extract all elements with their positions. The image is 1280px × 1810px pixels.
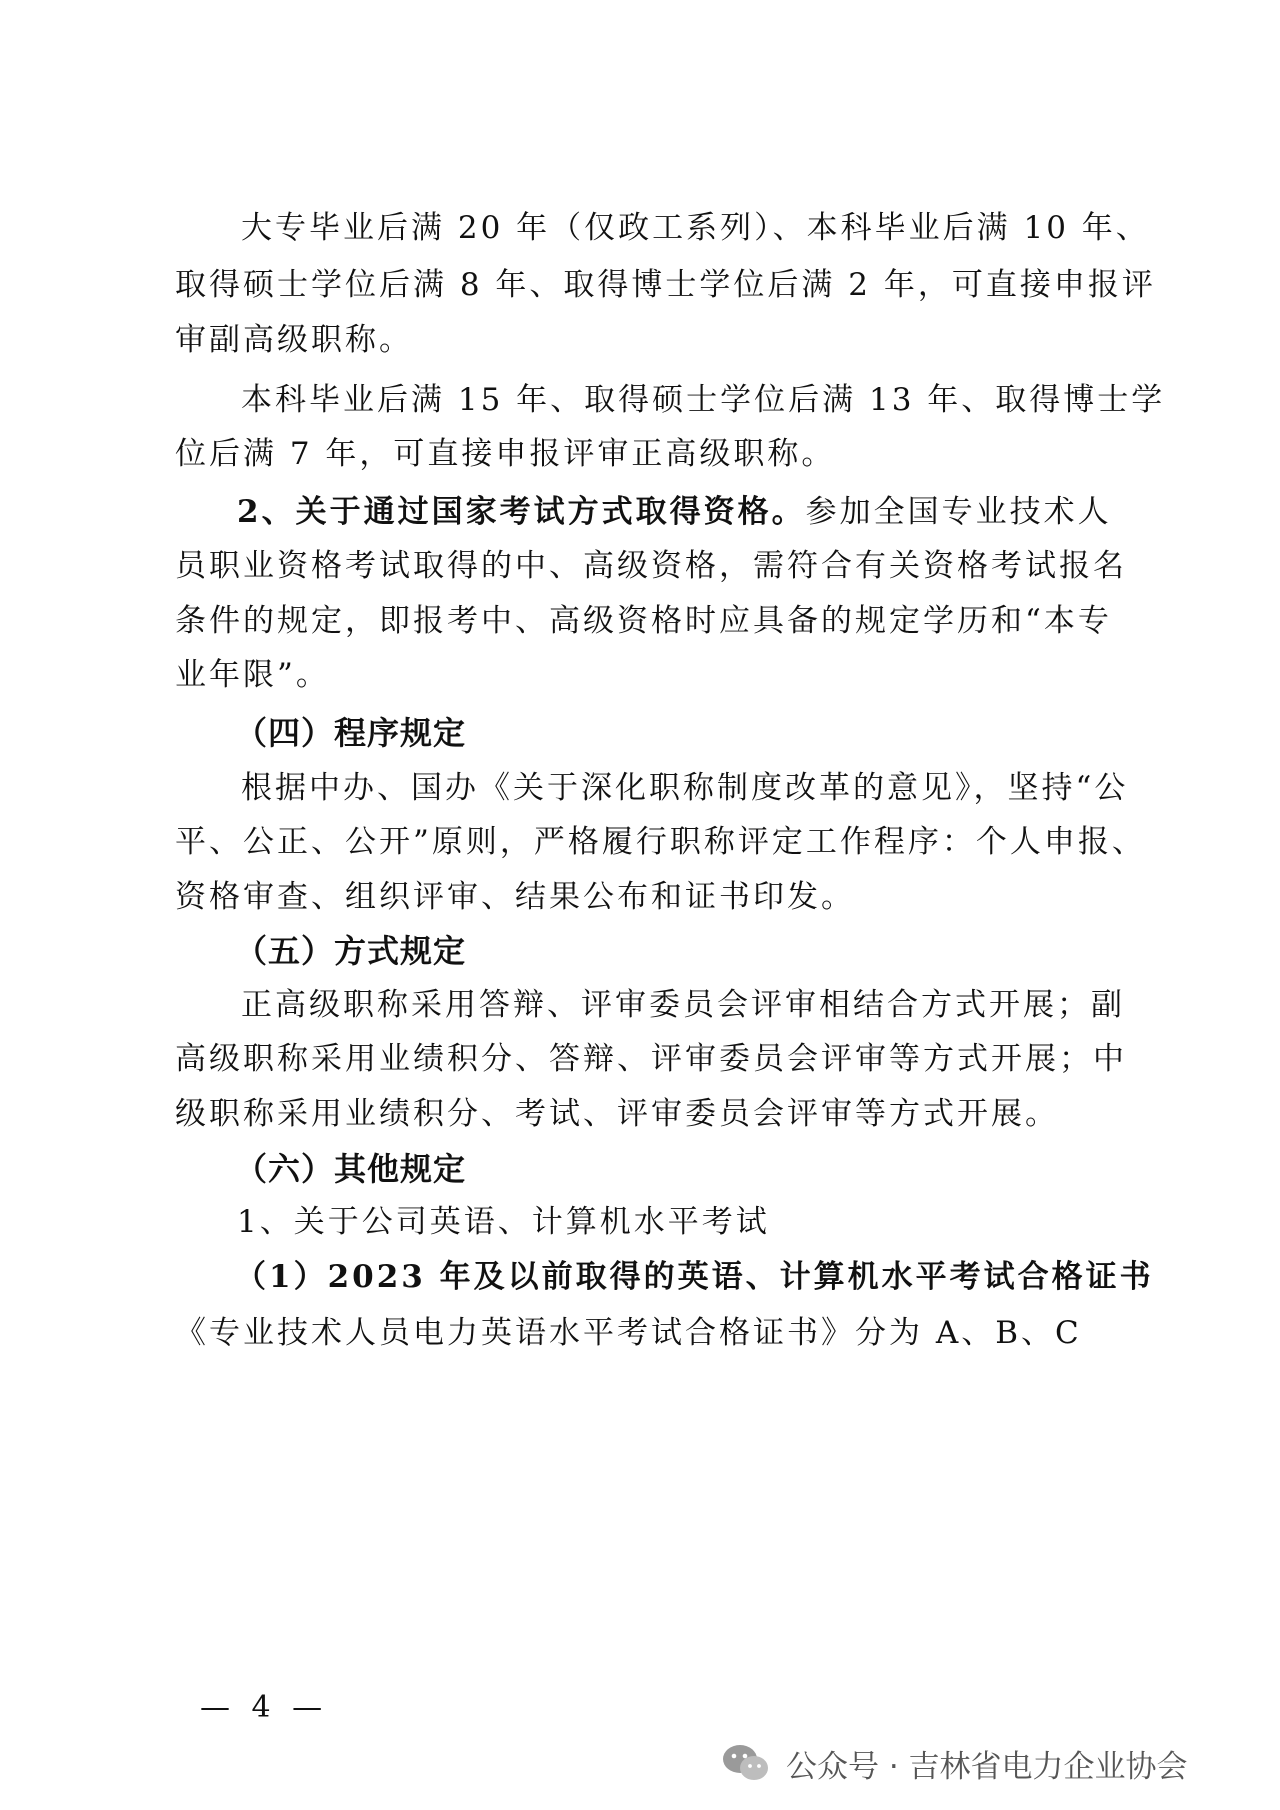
paragraph-line: 取得硕士学位后满 8 年、取得博士学位后满 2 年，可直接申报评	[175, 267, 1156, 303]
paragraph-line	[237, 492, 1137, 532]
inline-bold-heading: 2、关于通过国家考试方式取得资格。	[237, 494, 806, 530]
paragraph-line: 条件的规定，即报考中、高级资格时应具备的规定学历和“本专	[175, 603, 1112, 639]
watermark	[720, 1735, 1188, 1791]
paragraph-line: 资格审查、组织评审、结果公布和证书印发。	[175, 879, 855, 915]
paragraph-line: 1、关于公司英语、计算机水平考试	[237, 1204, 770, 1240]
section-heading: （四）程序规定	[235, 714, 467, 752]
paragraph-line: 员职业资格考试取得的中、高级资格，需符合有关资格考试报名	[175, 548, 1127, 584]
paragraph-text: 参加全国专业技术人	[805, 494, 1112, 530]
wechat-icon	[720, 1741, 772, 1785]
paragraph-line: 本科毕业后满 15 年、取得硕士学位后满 13 年、取得博士学	[241, 382, 1166, 418]
paragraph-line: 平、公正、公开”原则，严格履行职称评定工作程序：个人申报、	[175, 824, 1146, 860]
paragraph-line: 根据中办、国办《关于深化职称制度改革的意见》，坚持“公	[241, 770, 1129, 806]
paragraph-line: 位后满 7 年，可直接申报评审正高级职称。	[175, 436, 836, 472]
watermark-text: 公众号 · 吉林省电力企业协会	[786, 1748, 1188, 1785]
paragraph-line: 高级职称采用业绩积分、答辩、评审委员会评审等方式开展；中	[175, 1041, 1127, 1077]
paragraph-line: 大专毕业后满 20 年（仅政工系列）、本科毕业后满 10 年、	[241, 210, 1150, 246]
paragraph-line: 审副高级职称。	[175, 322, 413, 358]
section-heading: （五）方式规定	[235, 932, 467, 970]
page-number: — 4 —	[200, 1690, 329, 1725]
paragraph-line: 业年限”。	[175, 657, 330, 693]
section-heading: （六）其他规定	[235, 1150, 467, 1188]
paragraph-line: 级职称采用业绩积分、考试、评审委员会评审等方式开展。	[175, 1096, 1059, 1132]
sub-heading-line: （1）2023 年及以前取得的英语、计算机水平考试合格证书	[235, 1259, 1154, 1295]
paragraph-line: 正高级职称采用答辩、评审委员会评审相结合方式开展；副	[241, 987, 1125, 1023]
paragraph-line: 《专业技术人员电力英语水平考试合格证书》分为 A、B、C	[175, 1315, 1082, 1351]
